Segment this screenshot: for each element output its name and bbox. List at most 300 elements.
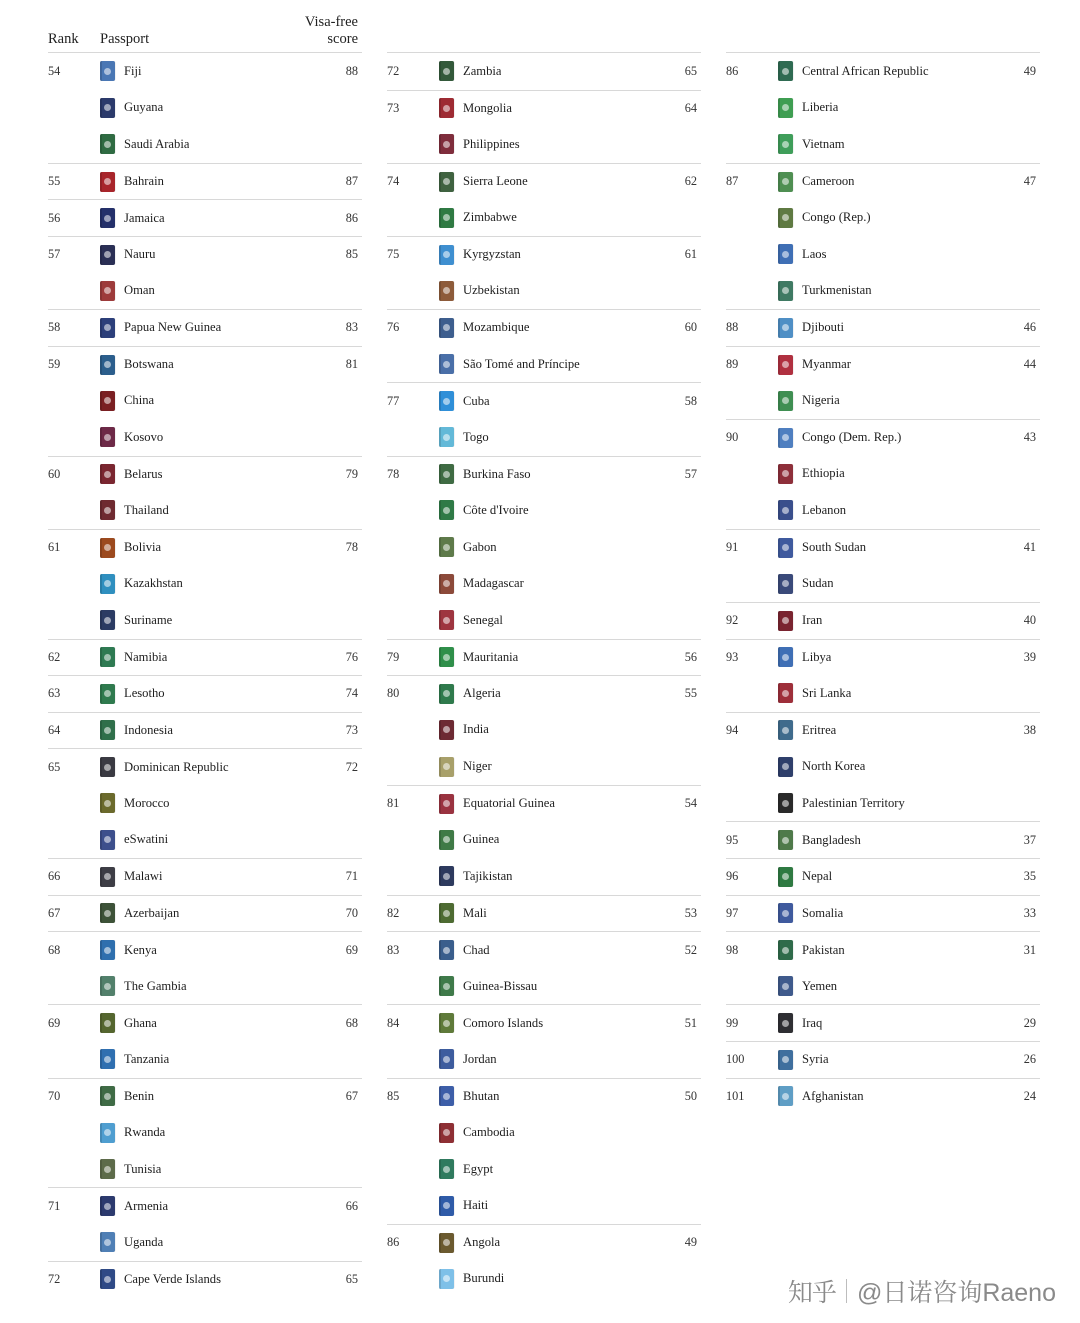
table-row (387, 529, 701, 566)
rank-value: 64 (48, 722, 61, 737)
table-row (48, 273, 362, 310)
passport-icon (100, 793, 115, 813)
country-label: Mozambique (463, 320, 530, 335)
table-row (387, 712, 701, 749)
score-value: 88 (345, 63, 358, 78)
passport-cell (439, 1013, 635, 1033)
passport-icon (778, 318, 793, 338)
passport-icon (778, 793, 793, 813)
passport-icon (439, 98, 454, 118)
passport-icon (439, 208, 454, 228)
table-header-1 (48, 14, 362, 52)
passport-icon (100, 720, 115, 740)
country-label: Cuba (463, 393, 490, 408)
country-label: Cape Verde Islands (124, 1271, 221, 1286)
passport-icon (439, 647, 454, 667)
rank-value: 85 (387, 1088, 400, 1103)
passport-cell (100, 391, 296, 411)
passport-icon (100, 98, 115, 118)
country-label: eSwatini (124, 832, 169, 847)
table-row (387, 565, 701, 602)
score-value: 26 (1023, 1052, 1036, 1067)
passport-icon (100, 281, 115, 301)
country-label: Nigeria (802, 393, 840, 408)
passport-cell (778, 940, 974, 960)
score-value: 38 (1023, 722, 1036, 737)
rank-value: 71 (48, 1198, 61, 1213)
passport-icon (778, 830, 793, 850)
table-row (387, 273, 701, 310)
table-row (387, 126, 701, 163)
score-value: 43 (1023, 430, 1036, 445)
table-row (48, 1224, 362, 1261)
passport-icon (100, 172, 115, 192)
passport-cell (100, 647, 296, 667)
passport-cell (439, 1159, 635, 1179)
passport-icon (778, 976, 793, 996)
score-value: 57 (684, 466, 697, 481)
passport-icon (778, 172, 793, 192)
rank-value: 79 (387, 649, 400, 664)
passport-cell (439, 1269, 635, 1289)
table-row (48, 602, 362, 639)
passport-icon (778, 244, 793, 264)
score-value: 46 (1023, 320, 1036, 335)
score-value: 44 (1023, 357, 1036, 372)
table-row (387, 639, 701, 676)
country-label: Fiji (124, 63, 142, 78)
passport-icon (439, 1086, 454, 1106)
passport-cell (778, 757, 974, 777)
table-row (726, 53, 1040, 90)
rank-value: 67 (48, 905, 61, 920)
rank-value: 98 (726, 942, 739, 957)
table-row (48, 1078, 362, 1115)
passport-icon (439, 245, 454, 265)
country-label: Lebanon (802, 502, 847, 517)
country-label: Benin (124, 1088, 155, 1103)
passport-cell (778, 98, 974, 118)
country-label: Lesotho (124, 686, 165, 701)
passport-cell (100, 793, 296, 813)
passport-icon (439, 794, 454, 814)
passport-icon (439, 1233, 454, 1253)
passport-icon (439, 1159, 454, 1179)
passport-icon (439, 1196, 454, 1216)
table-row (726, 90, 1040, 127)
table-row (726, 309, 1040, 346)
passport-cell (439, 98, 635, 118)
passport-icon (439, 830, 454, 850)
passport-cell (439, 1123, 635, 1143)
country-label: Central African Republic (802, 63, 929, 78)
header-rank: Rank (48, 31, 79, 47)
score-value: 85 (345, 247, 358, 262)
rank-value: 87 (726, 174, 739, 189)
country-label: Congo (Dem. Rep.) (802, 430, 902, 445)
country-label: Senegal (463, 612, 503, 627)
table-row (48, 456, 362, 493)
passport-cell (100, 208, 296, 228)
rank-value: 56 (48, 210, 61, 225)
rank-value: 73 (387, 100, 400, 115)
passport-cell (778, 830, 974, 850)
country-label: Eritrea (802, 722, 837, 737)
score-value: 74 (345, 686, 358, 701)
passport-icon (100, 1086, 115, 1106)
passport-cell (100, 318, 296, 338)
country-label: Haiti (463, 1198, 489, 1213)
passport-icon (439, 464, 454, 484)
rank-value: 80 (387, 686, 400, 701)
country-label: Chad (463, 942, 490, 957)
country-label: Kosovo (124, 429, 164, 444)
rank-value: 59 (48, 357, 61, 372)
country-label: Iraq (802, 1015, 823, 1030)
table-row (387, 163, 701, 200)
rank-value: 82 (387, 905, 400, 920)
passport-cell (100, 867, 296, 887)
passport-icon (778, 355, 793, 375)
rank-value: 86 (726, 63, 739, 78)
country-label: Sierra Leone (463, 174, 528, 189)
country-label: Burkina Faso (463, 466, 531, 481)
passport-cell (778, 574, 974, 594)
table-row (726, 419, 1040, 456)
rank-value: 70 (48, 1088, 61, 1103)
passport-cell (100, 574, 296, 594)
score-value: 78 (345, 540, 358, 555)
passport-cell (778, 1013, 974, 1033)
passport-cell (100, 245, 296, 265)
table-row (726, 821, 1040, 858)
passport-cell (100, 830, 296, 850)
country-label: Bahrain (124, 174, 164, 189)
score-value: 61 (684, 247, 697, 262)
rank-value: 96 (726, 869, 739, 884)
table-row (48, 1261, 362, 1298)
score-value: 56 (684, 649, 697, 664)
passport-cell (100, 976, 296, 996)
passport-icon (439, 757, 454, 777)
table-row (726, 675, 1040, 712)
passport-cell (778, 538, 974, 558)
table-row (387, 382, 701, 419)
score-value: 58 (684, 393, 697, 408)
table-row (48, 236, 362, 273)
passport-icon (778, 683, 793, 703)
country-label: São Tomé and Príncipe (463, 356, 580, 371)
passport-cell (778, 208, 974, 228)
country-label: Kenya (124, 942, 157, 957)
country-label: Botswana (124, 357, 174, 372)
score-value: 79 (345, 466, 358, 481)
passport-cell (100, 1086, 296, 1106)
passport-cell (439, 647, 635, 667)
country-label: Belarus (124, 466, 163, 481)
table-row (387, 492, 701, 529)
rank-value: 83 (387, 942, 400, 957)
passport-cell (439, 427, 635, 447)
country-label: Azerbaijan (124, 905, 180, 920)
country-label: North Korea (802, 759, 866, 774)
table-row (726, 382, 1040, 419)
rank-value: 93 (726, 649, 739, 664)
table-row (48, 382, 362, 419)
passport-icon (100, 903, 115, 923)
table-row (726, 895, 1040, 932)
passport-cell (778, 867, 974, 887)
table-row (48, 895, 362, 932)
passport-icon (439, 354, 454, 374)
table-row (726, 273, 1040, 310)
passport-cell (439, 61, 635, 81)
table-row (48, 163, 362, 200)
rank-value: 69 (48, 1015, 61, 1030)
table-row (48, 126, 362, 163)
rank-value: 88 (726, 320, 739, 335)
passport-icon (439, 866, 454, 886)
passport-icon (100, 1269, 115, 1289)
passport-cell (439, 391, 635, 411)
passport-icon (439, 281, 454, 301)
passport-cell (100, 538, 296, 558)
table-row (48, 492, 362, 529)
score-value: 35 (1023, 869, 1036, 884)
passport-icon (439, 1269, 454, 1289)
passport-cell (439, 940, 635, 960)
passport-icon (778, 940, 793, 960)
table-row (48, 199, 362, 236)
table-row (387, 1261, 701, 1298)
table-row (726, 602, 1040, 639)
table-row (387, 1041, 701, 1078)
table-row (726, 163, 1040, 200)
passport-icon (439, 684, 454, 704)
passport-icon (100, 647, 115, 667)
country-label: Namibia (124, 649, 168, 664)
passport-cell (100, 684, 296, 704)
table-row (48, 821, 362, 858)
country-label: Jamaica (124, 210, 165, 225)
passport-icon (439, 903, 454, 923)
passport-cell (100, 172, 296, 192)
score-value: 86 (345, 210, 358, 225)
passport-cell (778, 793, 974, 813)
passport-cell (439, 866, 635, 886)
table-row (48, 968, 362, 1005)
table-row (387, 785, 701, 822)
rank-value: 54 (48, 63, 61, 78)
country-label: Ghana (124, 1015, 157, 1030)
passport-icon (100, 1196, 115, 1216)
passport-cell (439, 794, 635, 814)
passport-cell (439, 1233, 635, 1253)
passport-icon (100, 538, 115, 558)
passport-icon (439, 1123, 454, 1143)
country-label: Niger (463, 759, 492, 774)
passport-icon (778, 611, 793, 631)
passport-cell (100, 427, 296, 447)
country-label: Oman (124, 283, 155, 298)
table-row (387, 1224, 701, 1261)
table-row (387, 602, 701, 639)
country-label: Pakistan (802, 942, 845, 957)
country-label: Gabon (463, 539, 497, 554)
passport-icon (439, 574, 454, 594)
rank-value: 95 (726, 832, 739, 847)
country-label: Algeria (463, 686, 501, 701)
passport-icon (439, 1013, 454, 1033)
passport-cell (439, 610, 635, 630)
passport-icon (100, 61, 115, 81)
country-label: Libya (802, 649, 832, 664)
country-label: Congo (Rep.) (802, 210, 871, 225)
country-label: Vietnam (802, 136, 845, 151)
score-value: 53 (684, 905, 697, 920)
passport-cell (778, 464, 974, 484)
zhihu-logo: 知乎 (787, 1279, 836, 1307)
table-row (48, 529, 362, 566)
passport-icon (778, 1050, 793, 1070)
rank-value: 94 (726, 722, 739, 737)
rank-value: 65 (48, 759, 61, 774)
country-label: Zambia (463, 63, 502, 78)
passport-icon (439, 537, 454, 557)
passport-cell (439, 464, 635, 484)
passport-icon (100, 757, 115, 777)
passport-cell (100, 1159, 296, 1179)
country-label: Comoro Islands (463, 1015, 544, 1030)
passport-icon (778, 757, 793, 777)
passport-cell (778, 428, 974, 448)
rank-value: 72 (48, 1271, 61, 1286)
passport-icon (778, 647, 793, 667)
passport-icon (100, 208, 115, 228)
country-label: Togo (463, 429, 489, 444)
passport-cell (100, 355, 296, 375)
country-label: Tajikistan (463, 868, 513, 883)
passport-cell (439, 903, 635, 923)
passport-cell (100, 757, 296, 777)
passport-cell (439, 208, 635, 228)
ranking-column-1 (48, 14, 362, 1297)
rank-value: 89 (726, 357, 739, 372)
rank-value: 62 (48, 649, 61, 664)
rank-value: 91 (726, 540, 739, 555)
table-row (726, 1078, 1040, 1115)
passport-cell (439, 134, 635, 154)
passport-cell (100, 134, 296, 154)
table-row (387, 53, 701, 90)
header-score: Visa-free score (304, 14, 358, 47)
passport-cell (778, 1050, 974, 1070)
passport-cell (439, 830, 635, 850)
country-label: Kyrgyzstan (463, 247, 521, 262)
passport-cell (100, 98, 296, 118)
country-label: Sri Lanka (802, 685, 852, 700)
passport-icon (100, 391, 115, 411)
country-label: The Gambia (124, 978, 187, 993)
table-row (48, 748, 362, 785)
country-label: Bhutan (463, 1088, 500, 1103)
country-label: Guinea-Bissau (463, 978, 538, 993)
passport-cell (100, 500, 296, 520)
passport-cell (439, 574, 635, 594)
passport-cell (778, 647, 974, 667)
passport-icon (439, 318, 454, 338)
passport-icon (100, 830, 115, 850)
country-label: China (124, 393, 155, 408)
country-label: Guinea (463, 832, 500, 847)
passport-cell (778, 903, 974, 923)
table-row (387, 895, 701, 932)
country-label: Tanzania (124, 1051, 170, 1066)
rank-value: 99 (726, 1015, 739, 1030)
country-label: Mali (463, 905, 487, 920)
rank-value: 75 (387, 247, 400, 262)
passport-icon (778, 867, 793, 887)
rank-value: 58 (48, 320, 61, 335)
table-row (387, 1151, 701, 1188)
score-value: 87 (345, 174, 358, 189)
passport-cell (778, 611, 974, 631)
table-row (387, 199, 701, 236)
table-row (48, 346, 362, 383)
passport-icon (778, 720, 793, 740)
passport-cell (778, 281, 974, 301)
passport-icon (778, 208, 793, 228)
rank-value: 101 (726, 1088, 745, 1103)
rank-value: 68 (48, 942, 61, 957)
country-label: Armenia (124, 1198, 169, 1213)
table-row (387, 419, 701, 456)
score-value: 60 (684, 320, 697, 335)
table-row (387, 309, 701, 346)
score-value: 81 (345, 357, 358, 372)
country-label: Indonesia (124, 722, 173, 737)
passport-icon (439, 391, 454, 411)
table-row (48, 931, 362, 968)
score-value: 70 (345, 905, 358, 920)
watermark-divider (846, 1279, 847, 1303)
score-value: 50 (684, 1088, 697, 1103)
passport-cell (778, 683, 974, 703)
score-value: 64 (684, 100, 697, 115)
country-label: Malawi (124, 869, 163, 884)
score-value: 52 (684, 942, 697, 957)
country-label: Suriname (124, 612, 173, 627)
passport-icon (778, 574, 793, 594)
passport-icon (778, 61, 793, 81)
score-value: 31 (1023, 942, 1036, 957)
table-row (387, 748, 701, 785)
passport-cell (439, 354, 635, 374)
country-label: Tunisia (124, 1161, 162, 1176)
table-row (726, 456, 1040, 493)
score-value: 33 (1023, 905, 1036, 920)
passport-icon (439, 61, 454, 81)
ranking-column-2 (387, 18, 701, 1297)
passport-cell (100, 940, 296, 960)
score-value: 54 (684, 796, 697, 811)
table-body-2 (387, 52, 701, 1297)
table-row (48, 785, 362, 822)
country-label: Afghanistan (802, 1088, 864, 1103)
table-body-3 (726, 52, 1040, 1114)
country-label: Burundi (463, 1271, 505, 1286)
table-row (726, 346, 1040, 383)
